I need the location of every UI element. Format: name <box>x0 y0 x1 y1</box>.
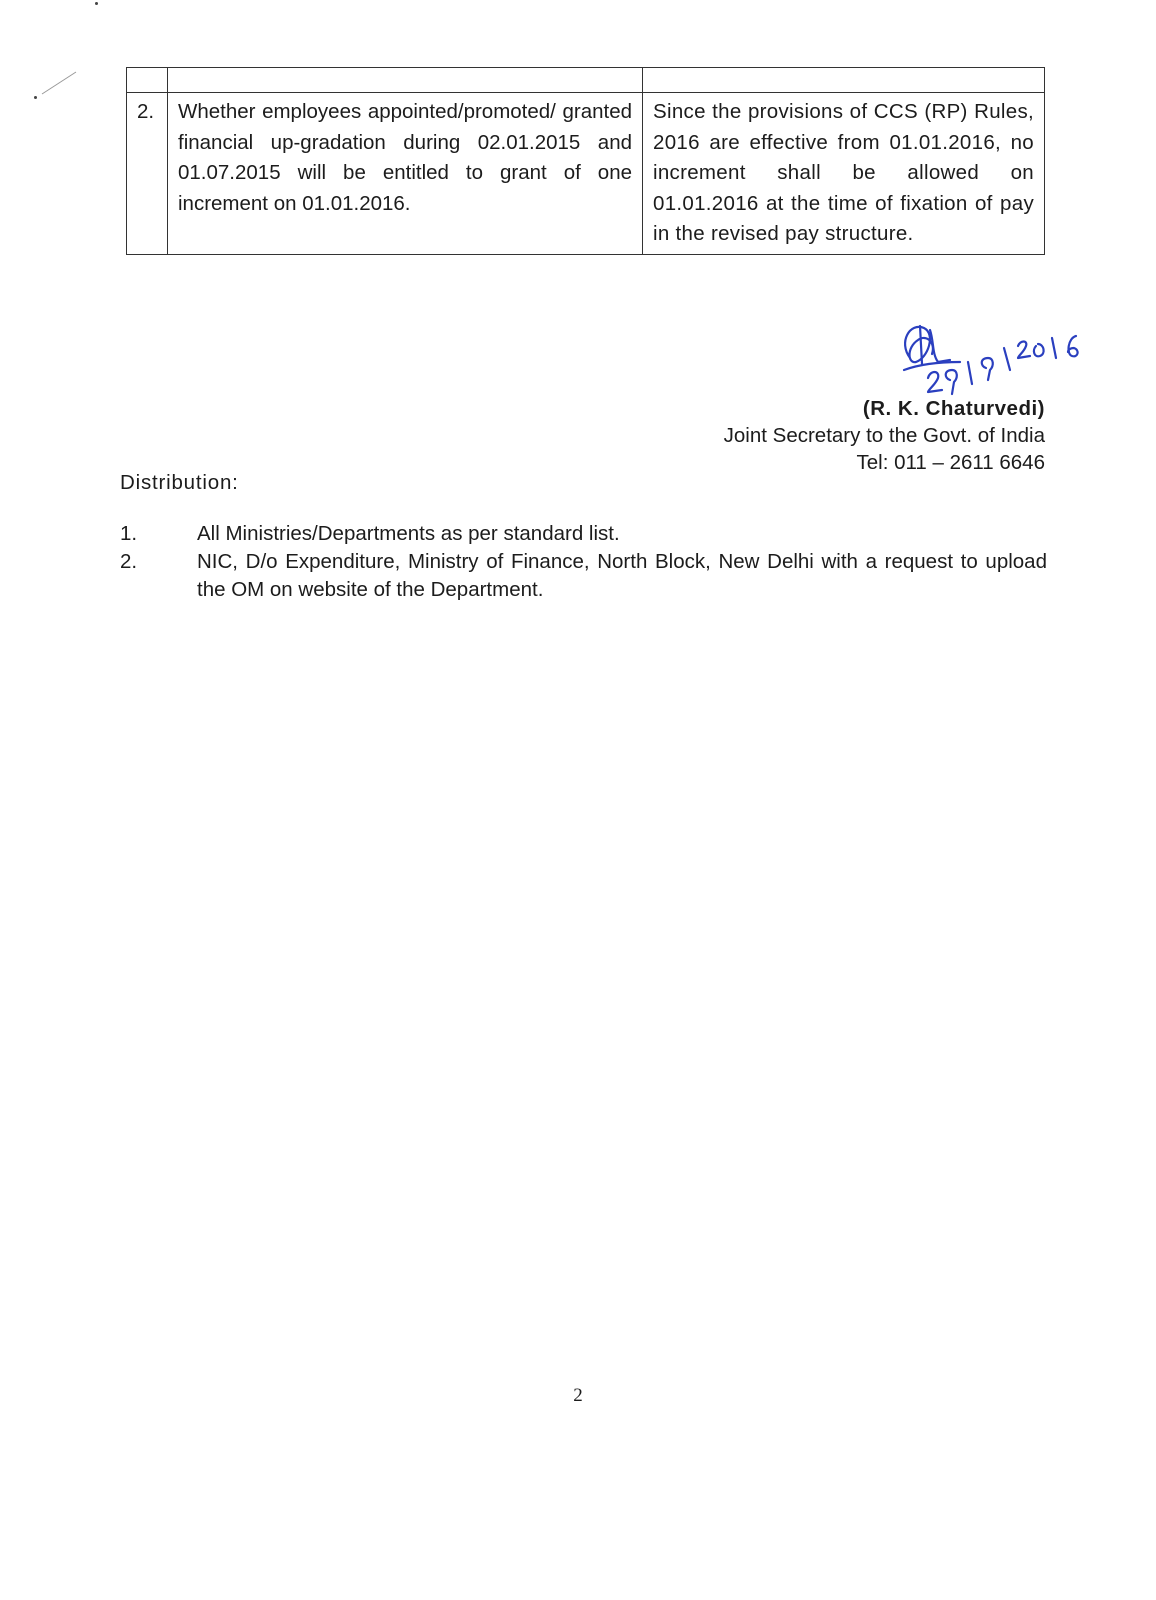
list-item-number: 1. <box>120 522 138 545</box>
table-cell <box>127 68 168 93</box>
handwritten-signature <box>900 318 1090 396</box>
distribution-title: Distribution: <box>120 471 239 494</box>
table-cell <box>168 68 643 93</box>
table-cell <box>643 68 1045 93</box>
faq-table <box>126 67 1045 255</box>
scan-speck <box>34 96 37 99</box>
list-item-number: 2. <box>120 550 138 573</box>
list-item <box>120 548 1047 604</box>
table-row-continuation <box>127 68 1045 93</box>
list-item-text: NIC, D/o Expenditure, Ministry of Finance, North Block, New Delhi with a request to upload the OM on website of the Department. <box>197 550 1047 601</box>
page-number: 2 <box>573 1385 583 1406</box>
table-row <box>127 93 1045 255</box>
list-item <box>120 520 1047 548</box>
answer-cell: Since the provisions of CCS (RP) Rules, 2016 are effective from 01.01.2016, no increment shall be allowed on 01.01.2016 at the time of fixation of pay in the revised pay structure. <box>643 93 1045 255</box>
question-cell: Whether employees appointed/promoted/ granted financial up-gradation during 02.01.2015 and 01.07.2015 will be entitled to grant of one increment on 01.01.2016. <box>168 93 643 255</box>
scan-mark <box>40 68 80 98</box>
signature-block <box>724 395 1045 476</box>
signatory-name: (R. K. Chaturvedi) <box>862 397 1045 420</box>
distribution-list <box>120 520 1047 604</box>
scan-speck <box>95 2 98 5</box>
list-item-text: All Ministries/Departments as per standard list. <box>197 522 620 545</box>
signatory-telephone: Tel: 011 – 2611 6646 <box>856 451 1045 474</box>
signatory-designation: Joint Secretary to the Govt. of India <box>723 424 1045 447</box>
row-number: 2. <box>127 93 168 255</box>
